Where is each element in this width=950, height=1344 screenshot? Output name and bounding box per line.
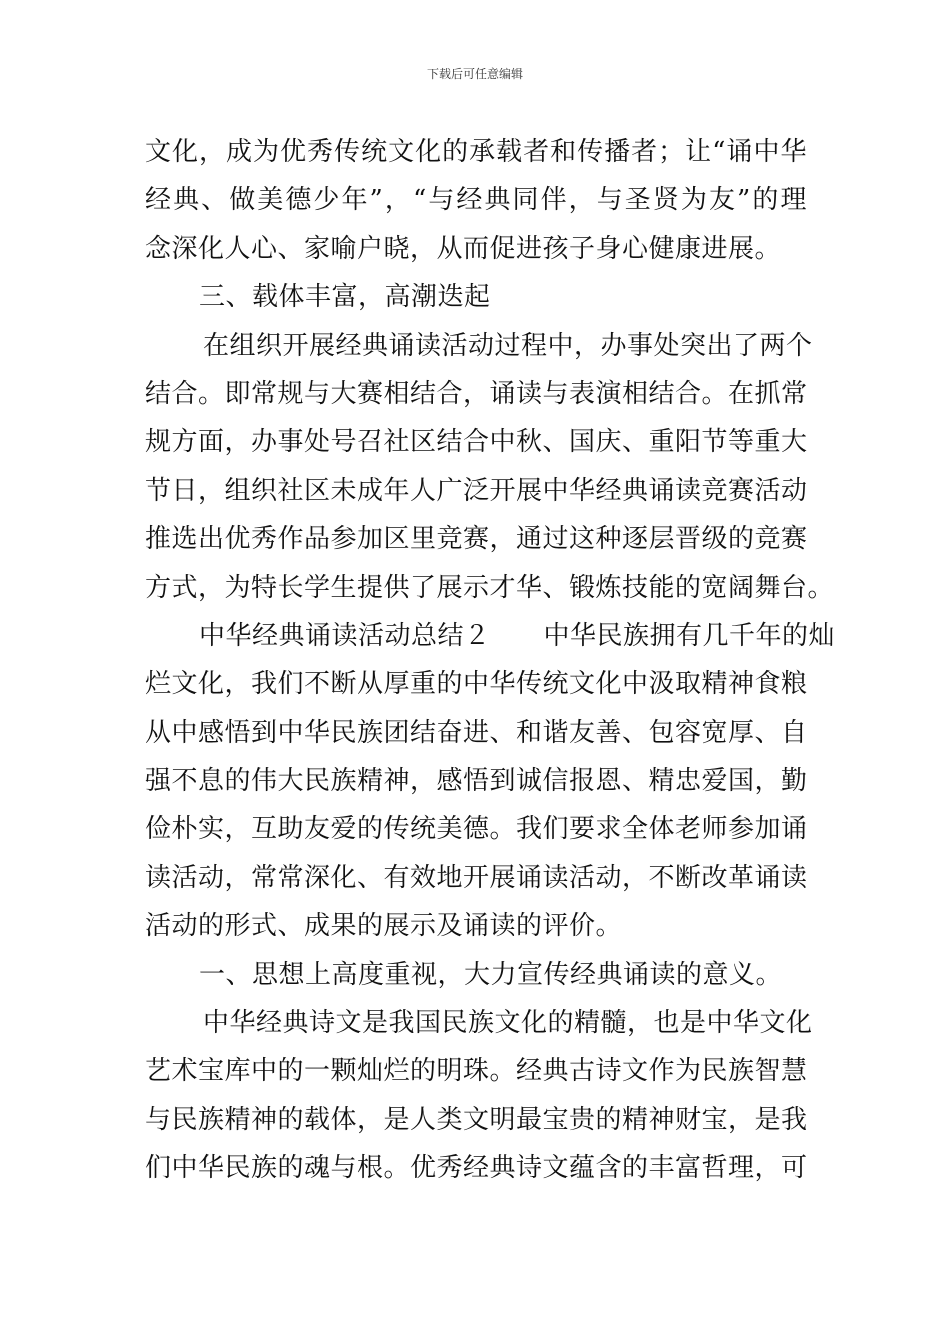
text-line: 节日，组织社区未成年人广泛开展中华经典诵读竞赛活动 — [145, 475, 808, 506]
document-body — [145, 128, 836, 1193]
text-line: 方式，为特长学生提供了展示才华、锻炼技能的宽阔舞台。 — [145, 572, 835, 603]
text-line: 艺术宝库中的一颗灿烂的明珠。经典古诗文作为民族智慧 — [145, 1056, 808, 1087]
text-line: 推选出优秀作品参加区里竞赛，通过这种逐层晋级的竞赛 — [145, 524, 808, 555]
text-line: 结合。即常规与大赛相结合，诵读与表演相结合。在抓常 — [145, 378, 808, 409]
page-header-note: 下载后可任意编辑 — [426, 67, 523, 81]
text-line: 读活动，常常深化、有效地开展诵读活动，不断改革诵读 — [145, 862, 808, 893]
text-line: 烂文化，我们不断从厚重的中华传统文化中汲取精神食粮 — [145, 669, 808, 700]
text-line: 活动的形式、成果的展示及诵读的评价。 — [145, 911, 623, 942]
section-title-line: 中华经典诵读活动总结２ 中华民族拥有几千年的灿 — [199, 620, 836, 651]
text-line: 经典、做美德少年”，“与经典同伴，与圣贤为友”的理 — [145, 185, 807, 216]
text-line: 念深化人心、家喻户晓，从而促进孩子身心健康进展。 — [145, 233, 782, 264]
section-heading: 三、载体丰富，高潮迭起 — [199, 282, 491, 313]
text-line: 中华经典诗文是我国民族文化的精髓，也是中华文化 — [203, 1008, 813, 1039]
text-line: 文化，成为优秀传统文化的承载者和传播者；让“诵中华 — [145, 137, 807, 167]
text-line: 强不息的伟大民族精神，感悟到诚信报恩、精忠爱国，勤 — [145, 766, 808, 797]
text-line: 与民族精神的载体，是人类文明最宝贵的精神财宝，是我 — [145, 1104, 808, 1135]
text-line: 俭朴实，互助友爱的传统美德。我们要求全体老师参加诵 — [145, 814, 808, 845]
text-line: 规方面，办事处号召社区结合中秋、国庆、重阳节等重大 — [145, 427, 808, 458]
section-heading: 一、思想上高度重视，大力宣传经典诵读的意义。 — [199, 959, 783, 990]
text-line: 在组织开展经典诵读活动过程中，办事处突出了两个 — [203, 330, 813, 361]
text-line: 从中感悟到中华民族团结奋进、和谐友善、包容宽厚、自 — [145, 717, 808, 748]
text-line: 们中华民族的魂与根。优秀经典诗文蕴含的丰富哲理，可 — [145, 1153, 808, 1184]
